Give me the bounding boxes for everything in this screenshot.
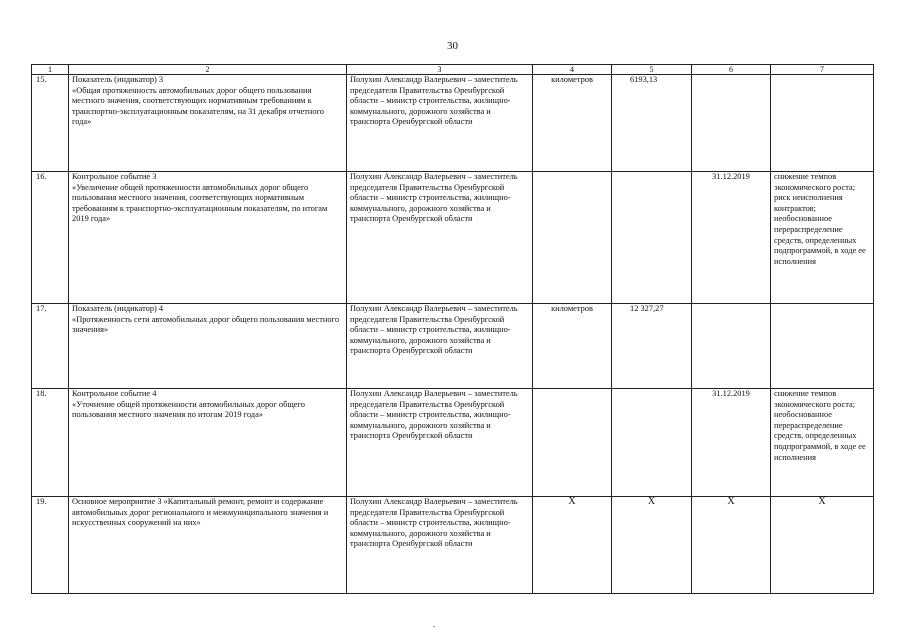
- header-row: [32, 65, 874, 75]
- row-date: [692, 304, 771, 389]
- row-responsible: Полухин Александр Валерьевич – заместитель председателя Правительства Оренбургской области – министр строительства, жилищно-коммунального, дорожного хозяйства и транспорта Оренбургской области: [347, 497, 533, 594]
- plan-table: [31, 64, 874, 594]
- row-number: 17.: [32, 304, 69, 389]
- table-row: [32, 172, 874, 304]
- row-value: [612, 172, 692, 304]
- row-date: 31.12.2019: [692, 389, 771, 497]
- row-number: 15.: [32, 75, 69, 172]
- row-risks: снижение темпов экономического роста; риск неисполнения контрактов; необоснованное перераспределение средств, определенных подпрограммой, в ходе ее исполнения: [771, 172, 874, 304]
- row-date: [692, 75, 771, 172]
- row-value: [612, 389, 692, 497]
- row-name: Показатель (индикатор) 4 «Протяженность сети автомобильных дорог общего пользования местного значения»: [69, 304, 347, 389]
- row-risks: [771, 75, 874, 172]
- row-responsible: Полухин Александр Валерьевич – заместитель председателя Правительства Оренбургской области – министр строительства, жилищно-коммунального, дорожного хозяйства и транспорта Оренбургской области: [347, 172, 533, 304]
- row-unit: километров: [533, 304, 612, 389]
- row-value: 6193,13: [612, 75, 692, 172]
- header-col-7: 7: [771, 65, 874, 75]
- header-col-4: 4: [533, 65, 612, 75]
- header-col-3: 3: [347, 65, 533, 75]
- row-number: 18.: [32, 389, 69, 497]
- row-value: 12 327,27: [612, 304, 692, 389]
- table-row: [32, 389, 874, 497]
- row-unit: X: [533, 497, 612, 594]
- row-number: 19.: [32, 497, 69, 594]
- header-col-2: 2: [69, 65, 347, 75]
- row-date: 31.12.2019: [692, 172, 771, 304]
- row-name: Показатель (индикатор) 3 «Общая протяженность автомобильных дорог общего пользования местного значения, соответствующих нормативным требованиям к транспортно-эксплуатационным показателям, на 31 декабря отчетного года»: [69, 75, 347, 172]
- row-risks: снижение темпов экономического роста; необоснованное перераспределение средств, определенных подпрограммой, в ходе ее исполнения: [771, 389, 874, 497]
- row-value: X: [612, 497, 692, 594]
- row-responsible: Полухин Александр Валерьевич – заместитель председателя Правительства Оренбургской области – министр строительства, жилищно-коммунального, дорожного хозяйства и транспорта Оренбургской области: [347, 75, 533, 172]
- row-date: X: [692, 497, 771, 594]
- row-risks: [771, 304, 874, 389]
- row-unit: [533, 389, 612, 497]
- table-row: [32, 304, 874, 389]
- row-name: Контрольное событие 4 «Уточнение общей протяженности автомобильных дорог общего пользования местного значения по итогам 2019 года»: [69, 389, 347, 497]
- row-responsible: Полухин Александр Валерьевич – заместитель председателя Правительства Оренбургской области – министр строительства, жилищно-коммунального, дорожного хозяйства и транспорта Оренбургской области: [347, 304, 533, 389]
- row-number: 16.: [32, 172, 69, 304]
- scan-speck: [433, 626, 435, 627]
- header-col-6: 6: [692, 65, 771, 75]
- table-row: [32, 497, 874, 594]
- page-number: 30: [447, 40, 458, 52]
- row-unit: [533, 172, 612, 304]
- header-col-1: 1: [32, 65, 69, 75]
- row-name: Основное мероприятие 3 «Капитальный ремонт, ремонт и содержание автомобильных дорог регионального и межмуниципального значения и искусственных сооружений на них»: [69, 497, 347, 594]
- header-col-5: 5: [612, 65, 692, 75]
- row-unit: километров: [533, 75, 612, 172]
- row-responsible: Полухин Александр Валерьевич – заместитель председателя Правительства Оренбургской области – министр строительства, жилищно-коммунального, дорожного хозяйства и транспорта Оренбургской области: [347, 389, 533, 497]
- row-risks: X: [771, 497, 874, 594]
- row-name: Контрольное событие 3 «Увеличение общей протяженности автомобильных дорог общего пользования местного значения, соответствующих нормативным требованиям к транспортно-эксплуатационным показателям, по итогам 2019 года»: [69, 172, 347, 304]
- table-row: [32, 75, 874, 172]
